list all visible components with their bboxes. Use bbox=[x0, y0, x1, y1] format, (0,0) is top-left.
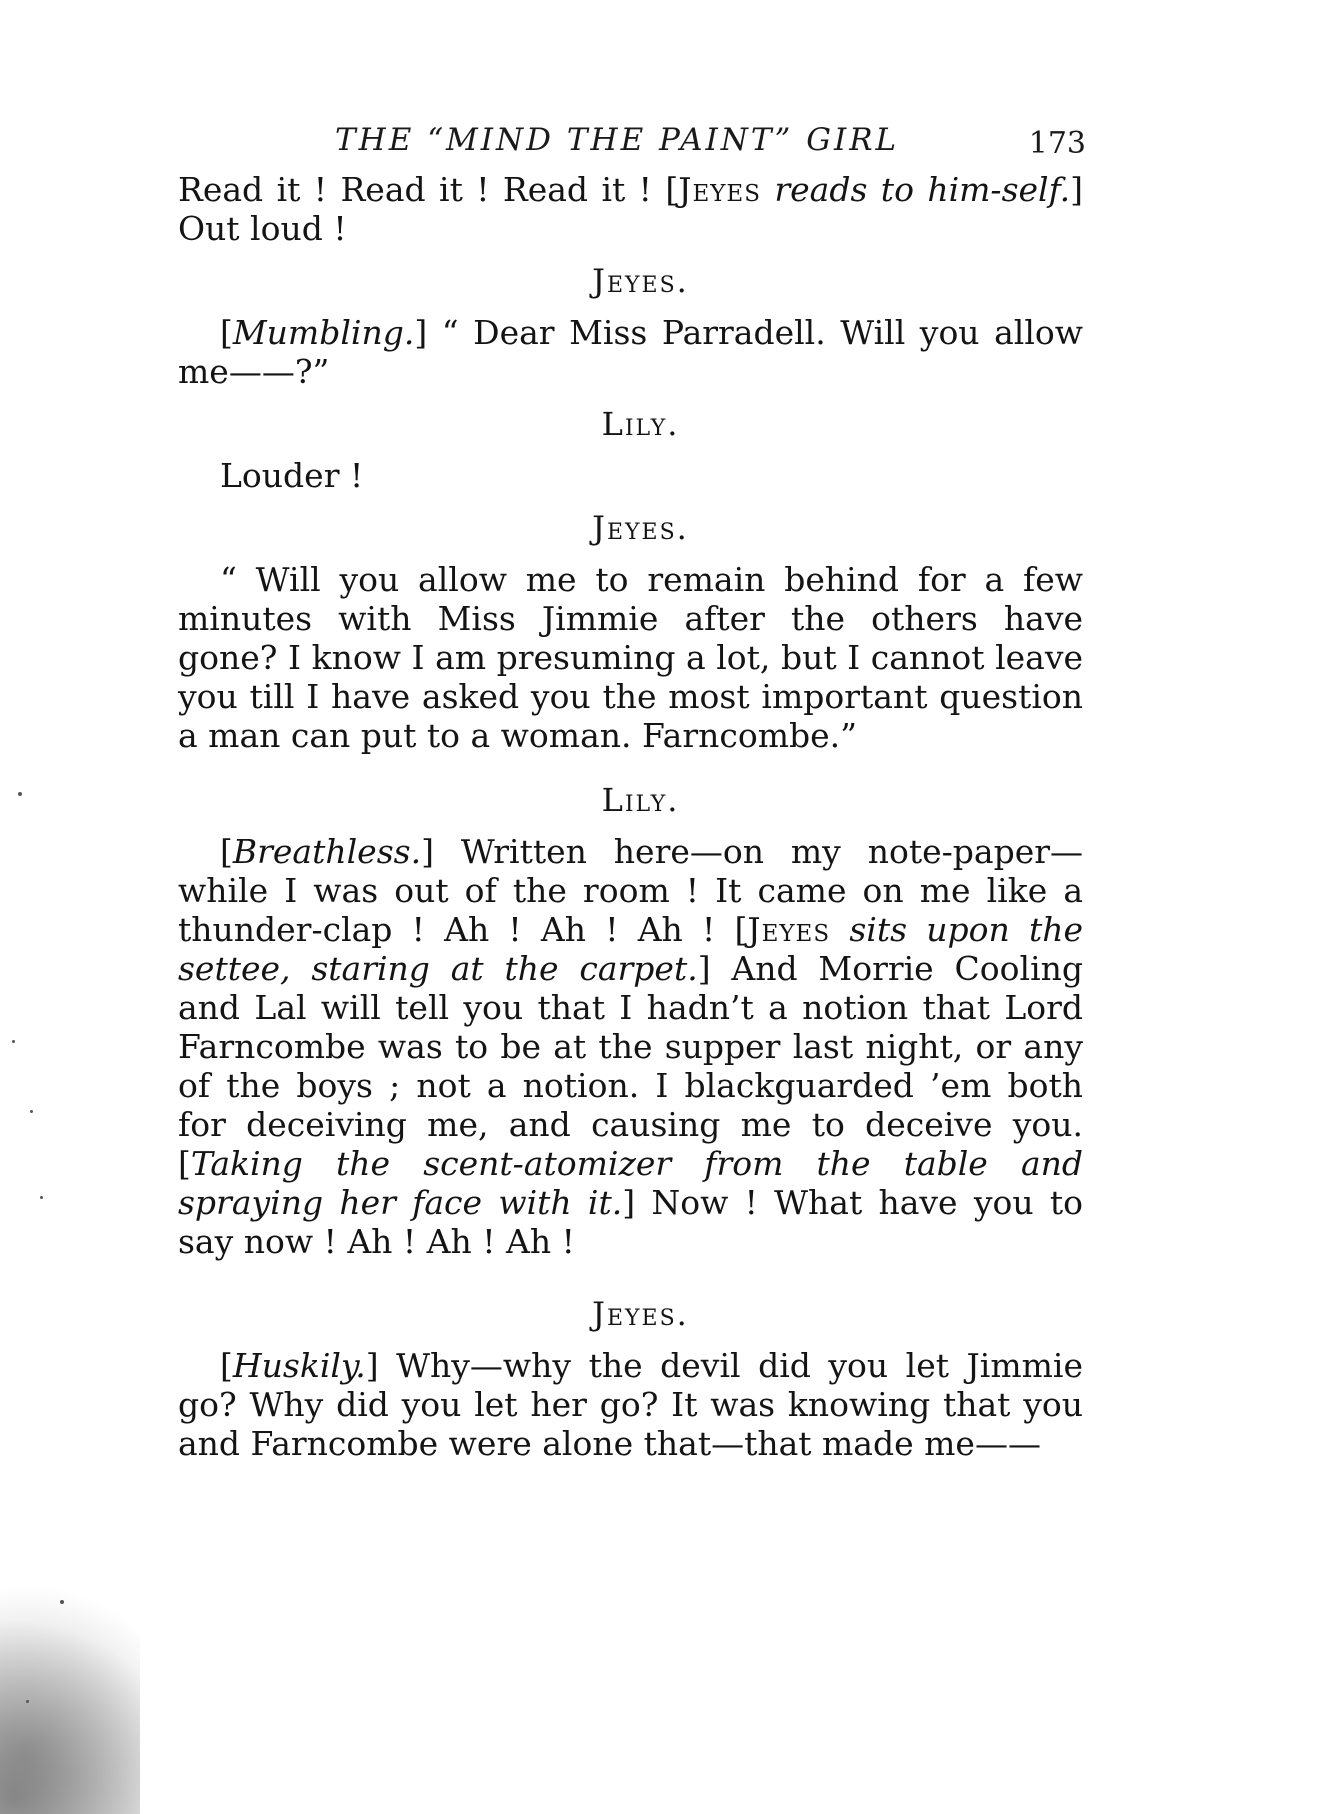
scan-noise bbox=[0, 1500, 140, 1814]
dialogue-text: ] Written here—on my note-paper—while I was out of the room ! It came on me like a thunder-clap ! Ah ! Ah ! Ah ! [ bbox=[178, 832, 1083, 949]
scan-speck bbox=[40, 1196, 43, 1199]
speaker-heading: Jeyes. bbox=[592, 1295, 689, 1333]
stage-direction: Huskily. bbox=[232, 1346, 366, 1385]
paragraph: Louder ! bbox=[220, 456, 364, 495]
stage-direction: sits upon the settee, staring at the carpet. bbox=[178, 910, 1083, 988]
speaker-heading: Jeyes. bbox=[592, 509, 689, 547]
paragraph bbox=[178, 170, 1083, 248]
scan-speck bbox=[30, 1110, 33, 1113]
stage-direction: Breathless. bbox=[232, 832, 422, 871]
speaker-heading: Lily. bbox=[601, 781, 680, 819]
character-name: Jeyes bbox=[678, 170, 761, 209]
speaker-heading: Lily. bbox=[601, 405, 680, 443]
paragraph bbox=[178, 1346, 1083, 1463]
page-body bbox=[178, 170, 1083, 1463]
dialogue-text: ] “ Dear Miss Parradell. Will you allow me——?” bbox=[178, 313, 1083, 391]
page-header bbox=[180, 122, 1090, 166]
character-name: Jeyes bbox=[747, 910, 831, 949]
stage-direction: Taking the scent-atomizer from the table and spraying her face with it. bbox=[178, 1144, 1083, 1222]
dialogue-text: ] And Morrie Cooling and Lal will tell you that I hadn’t a notion that Lord Farncombe was to be at the supper last night, or any of the boys ; not a notion. I blackguarded ’em both for deceiving me, and causing me to deceive you. [ bbox=[178, 949, 1083, 1183]
dialogue-text: Read it ! Read it ! Read it ! [ bbox=[178, 170, 679, 209]
stage-direction: reads to him-self. bbox=[760, 170, 1071, 209]
running-title: THE “MIND THE PAINT” GIRL bbox=[335, 122, 900, 158]
paragraph bbox=[178, 313, 1083, 391]
scan-speck bbox=[18, 792, 22, 796]
scan-speck bbox=[60, 1600, 64, 1604]
scan-speck bbox=[26, 1700, 29, 1703]
speaker-heading: Jeyes. bbox=[592, 262, 689, 300]
dialogue-text: ] Out loud ! bbox=[178, 170, 1083, 248]
page-number: 173 bbox=[1028, 126, 1086, 161]
dialogue-text: [ bbox=[220, 313, 233, 352]
dialogue-text: ] Why—why the devil did you let Jimmie go? Why did you let her go? It was knowing that you and Farncombe were alone that—that made me—— bbox=[178, 1346, 1083, 1463]
dialogue-text: [ bbox=[220, 1346, 233, 1385]
dialogue-text: [ bbox=[220, 832, 233, 871]
paragraph bbox=[178, 832, 1083, 1261]
stage-direction: Mumbling. bbox=[232, 313, 415, 352]
scan-speck bbox=[12, 1040, 15, 1043]
paragraph: “ Will you allow me to remain behind for a few minutes with Miss Jimmie after the others have gone? I know I am presuming a lot, but I cannot leave you till I have asked you the most important question a man can put to a woman. Farncombe.” bbox=[178, 560, 1083, 755]
dialogue-text: ] Now ! What have you to say now ! Ah ! Ah ! Ah ! bbox=[178, 1183, 1083, 1261]
